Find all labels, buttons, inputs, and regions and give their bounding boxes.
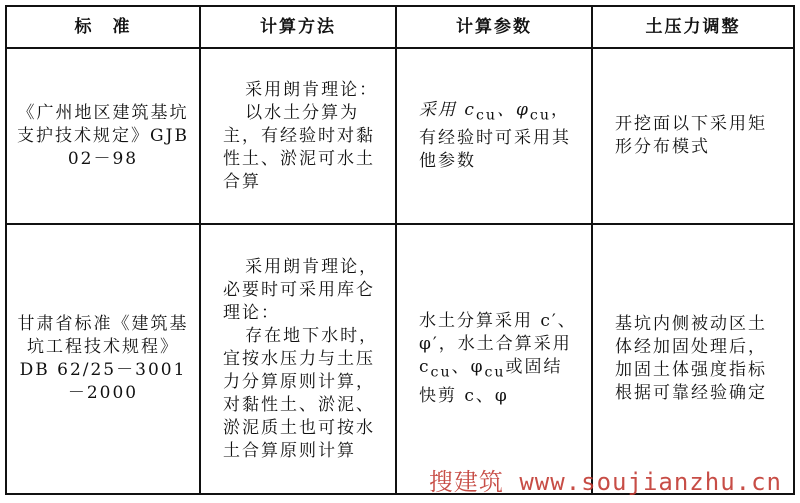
params-text: 采用 $c_{cu}$、$\varphi_{cu}$，有经验时可采用其他参数 (419, 99, 571, 172)
cell-params (396, 224, 592, 494)
pressure-text: 基坑内侧被动区土体经加固处理后，加固土体强度指标根据可靠经验确定 (615, 314, 767, 403)
cell-method (200, 48, 396, 224)
cell-pressure (592, 48, 794, 224)
cell-standard (6, 224, 200, 494)
header-row (6, 6, 794, 48)
header-params: 计算参数 (396, 6, 592, 48)
method-line: 采用朗肯理论： (245, 79, 379, 100)
table-row (6, 224, 794, 494)
header-pressure: 土压力调整 (592, 6, 794, 48)
method-line: 采用朗肯理论，必要时可采用库仑理论： (223, 256, 379, 323)
cell-standard (6, 48, 200, 224)
watermark-text: 搜建筑 www.soujianzhu.cn (428, 468, 782, 496)
table-row (6, 48, 794, 224)
standards-table (5, 5, 795, 495)
header-standard: 标 准 (6, 6, 200, 48)
method-line: 存在地下水时，宜按水压力与土压力分算原则计算，对黏性土、淤泥、淤泥质土也可按水土合算原则计算 (223, 325, 379, 461)
standard-text: 《广州地区建筑基坑支护技术规定》GJB 02－98 (17, 102, 189, 169)
header-method: 计算方法 (200, 6, 396, 48)
cell-method (200, 224, 396, 494)
pressure-text: 开挖面以下采用矩形分布模式 (615, 114, 767, 157)
cell-pressure (592, 224, 794, 494)
cell-params (396, 48, 592, 224)
method-line: 以水土分算为主，有经验时对黏性土、淤泥可水土合算 (223, 102, 375, 192)
params-text: 水土分算采用 c′、φ′，水土合算采用 $c_{cu}$、$\varphi_{cu}$或固结快剪 c、φ (419, 311, 577, 406)
standard-text: 甘肃省标准《建筑基坑工程技术规程》DB 62/25－3001－2000 (17, 314, 189, 403)
